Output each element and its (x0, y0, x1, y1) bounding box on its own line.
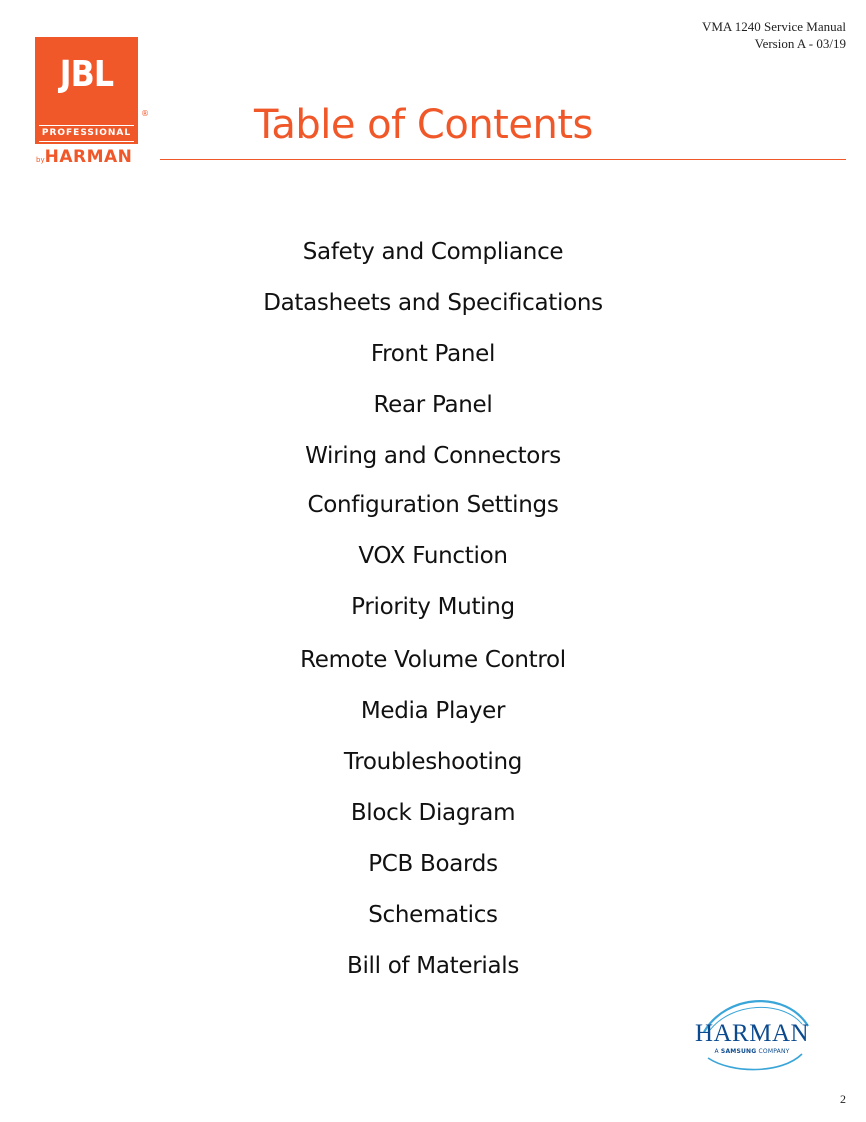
toc-item-rear-panel[interactable]: Rear Panel (373, 392, 493, 418)
toc-item-schematics[interactable]: Schematics (368, 902, 498, 928)
harman-label: HARMAN (44, 147, 133, 167)
tagline-prefix: A (714, 1048, 719, 1055)
toc-item-remote-volume-control[interactable]: Remote Volume Control (300, 647, 566, 673)
by-label: by (36, 156, 45, 164)
manual-version: Version A - 03/19 (754, 36, 846, 51)
page-title: Table of Contents (254, 102, 593, 148)
title-divider (160, 159, 846, 160)
tagline-samsung: SAMSUNG (720, 1048, 757, 1055)
toc-item-pcb-boards[interactable]: PCB Boards (368, 851, 498, 877)
toc-item-block-diagram[interactable]: Block Diagram (350, 800, 516, 826)
toc-item-media-player[interactable]: Media Player (360, 698, 506, 724)
divider (39, 125, 134, 126)
manual-title: VMA 1240 Service Manual (701, 19, 846, 34)
jbl-wordmark: JBL (59, 54, 114, 95)
toc-item-troubleshooting[interactable]: Troubleshooting (343, 749, 523, 775)
by-harman-label (36, 147, 132, 167)
tagline-suffix: COMPANY (758, 1048, 790, 1055)
divider (39, 141, 134, 142)
toc-item-front-panel[interactable]: Front Panel (370, 341, 496, 367)
toc-item-vox-function[interactable]: VOX Function (358, 543, 508, 569)
toc-item-safety-and-compliance[interactable]: Safety and Compliance (302, 239, 564, 265)
jbl-division-label: PROFESSIONAL (41, 128, 132, 138)
toc-item-priority-muting[interactable]: Priority Muting (351, 594, 515, 620)
harman-wordmark: HARMAN (694, 1020, 810, 1047)
document-header (702, 18, 846, 52)
jbl-professional-logo (35, 37, 149, 167)
jbl-logo-box (35, 37, 138, 144)
page-number: 2 (840, 1092, 846, 1106)
harman-samsung-logo (686, 996, 818, 1076)
toc-item-configuration-settings[interactable]: Configuration Settings (307, 492, 559, 518)
harman-tagline (686, 1048, 818, 1055)
toc-item-datasheets-and-specifications[interactable]: Datasheets and Specifications (263, 290, 603, 316)
toc-item-bill-of-materials[interactable]: Bill of Materials (346, 953, 520, 979)
toc-item-wiring-and-connectors[interactable]: Wiring and Connectors (305, 443, 561, 469)
registered-mark: ® (141, 109, 149, 118)
